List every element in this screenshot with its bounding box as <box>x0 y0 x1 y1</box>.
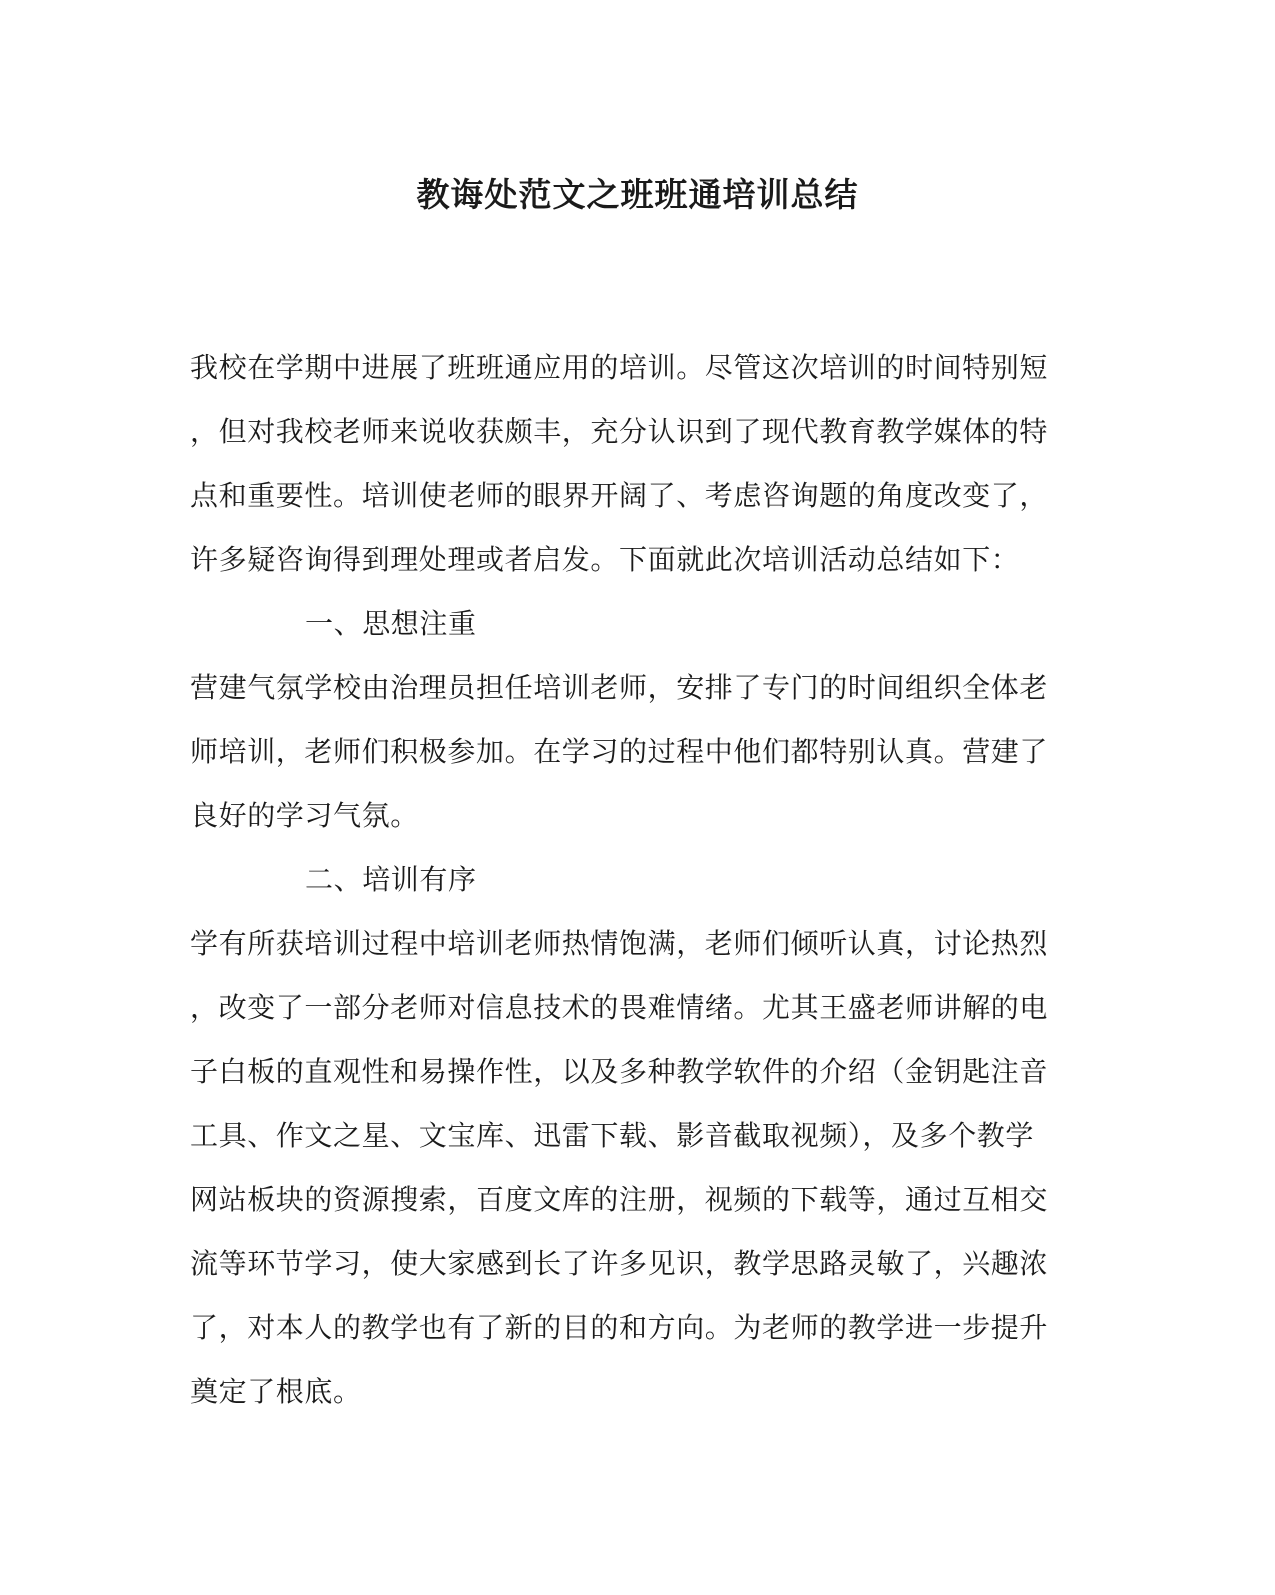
paragraph-line: 学有所获培训过程中培训老师热情饱满，老师们倾听认真，讨论热烈 <box>190 927 1049 960</box>
section-heading: 一、思想注重 <box>305 607 477 640</box>
paragraph-line: 许多疑咨询得到理处理或者启发。下面就此次培训活动总结如下： <box>190 543 1020 576</box>
paragraph-line: 师培训，老师们积极参加。在学习的过程中他们都特别认真。营建了 <box>190 735 1049 768</box>
paragraph-line: ，改变了一部分老师对信息技术的畏难情绪。尤其王盛老师讲解的电 <box>190 991 1049 1024</box>
document-title: 教诲处范文之班班通培训总结 <box>416 175 859 214</box>
paragraph-line: 了，对本人的教学也有了新的目的和方向。为老师的教学进一步提升 <box>190 1311 1049 1344</box>
paragraph-line: 点和重要性。培训使老师的眼界开阔了、考虑咨询题的角度改变了， <box>190 479 1049 512</box>
paragraph-line: 奠定了根底。 <box>190 1375 362 1408</box>
section-heading: 二、培训有序 <box>305 863 477 896</box>
paragraph-line: 工具、作文之星、文宝库、迅雷下载、影音截取视频），及多个教学 <box>190 1119 1035 1152</box>
paragraph-line: 良好的学习气氛。 <box>190 799 419 832</box>
paragraph-line: ，但对我校老师来说收获颇丰，充分认识到了现代教育教学媒体的特 <box>190 415 1049 448</box>
paragraph-line: 营建气氛学校由治理员担任培训老师，安排了专门的时间组织全体老 <box>190 671 1049 704</box>
paragraph-line: 流等环节学习，使大家感到长了许多见识，教学思路灵敏了，兴趣浓 <box>190 1247 1049 1280</box>
paragraph-line: 子白板的直观性和易操作性，以及多种教学软件的介绍（金钥匙注音 <box>190 1055 1049 1088</box>
paragraph-line: 我校在学期中进展了班班通应用的培训。尽管这次培训的时间特别短 <box>190 351 1049 384</box>
paragraph-line: 网站板块的资源搜索，百度文库的注册，视频的下载等，通过互相交 <box>190 1183 1049 1216</box>
